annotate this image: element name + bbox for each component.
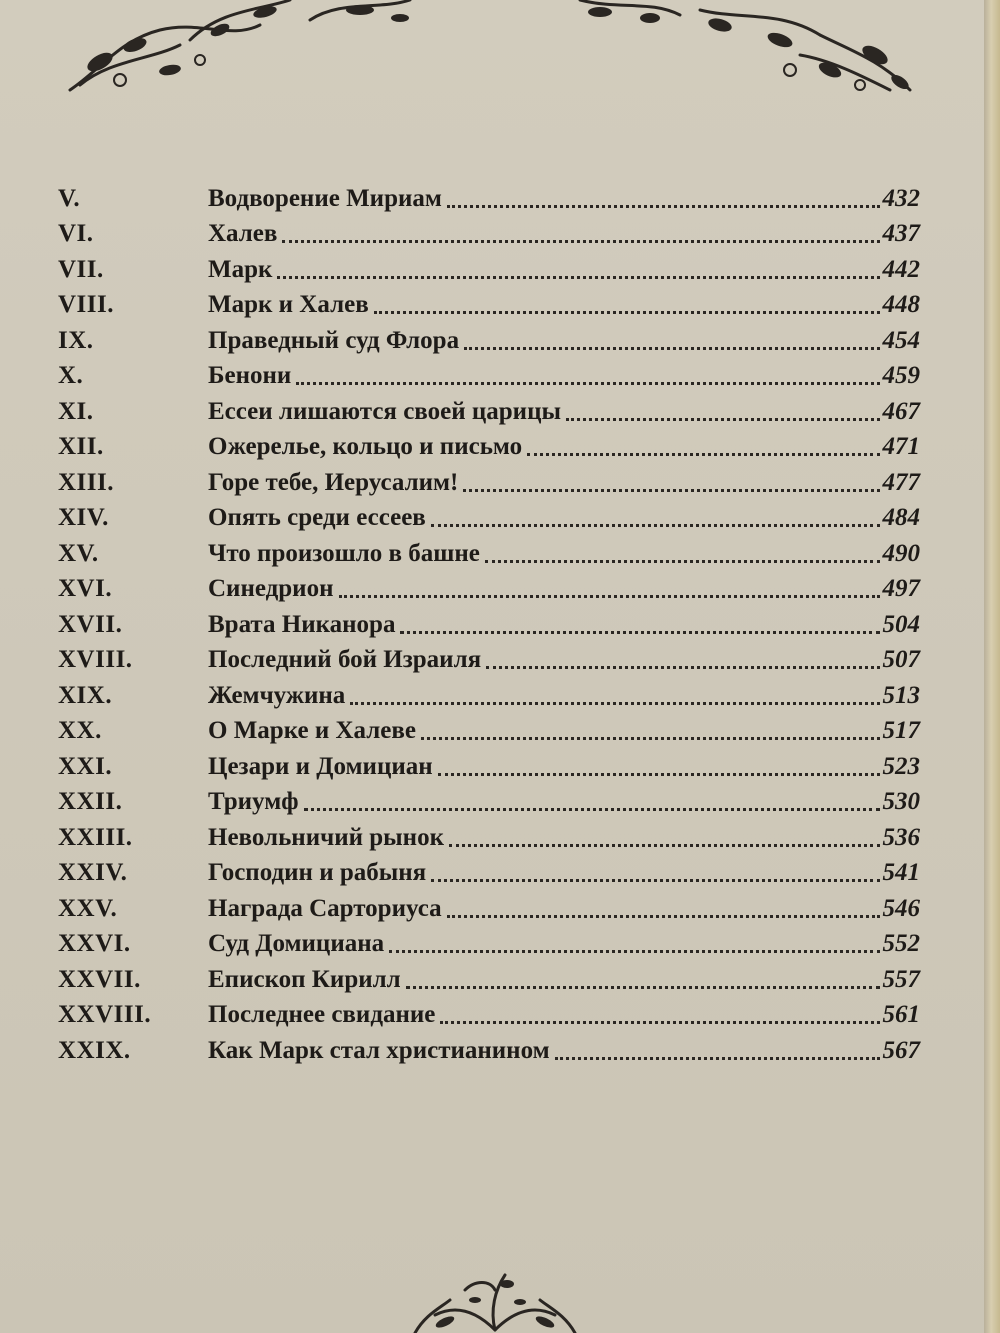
- toc-entry: [58, 604, 920, 640]
- chapter-number: XI.: [58, 397, 94, 425]
- chapter-number: XIII.: [58, 468, 114, 496]
- dot-leader: [339, 595, 880, 598]
- chapter-number: XVIII.: [58, 646, 133, 673]
- page-number: 552: [882, 930, 920, 957]
- dot-leader: [421, 737, 880, 740]
- chapter-title: Опять среди ессеев: [208, 504, 426, 531]
- chapter-number: XXVIII.: [58, 1001, 152, 1028]
- chapter-number: XXVI.: [58, 930, 131, 957]
- toc-entry: [58, 356, 920, 392]
- dot-leader: [304, 808, 880, 811]
- page-number: 467: [882, 397, 920, 425]
- page-number: 490: [882, 539, 920, 567]
- toc-entry: [58, 888, 920, 924]
- chapter-title: Суд Домициана: [208, 930, 385, 957]
- page-number: 541: [882, 859, 920, 886]
- page-number: 497: [882, 575, 920, 602]
- chapter-title: Марк: [208, 255, 273, 283]
- dot-leader: [463, 489, 879, 492]
- dot-leader: [431, 524, 880, 527]
- chapter-title: Награда Сарториуса: [208, 894, 442, 922]
- toc-entry: [58, 285, 920, 321]
- toc-entry: [58, 427, 920, 463]
- dot-leader: [447, 915, 880, 918]
- chapter-title: Жемчужина: [208, 681, 346, 709]
- chapter-number: XXIV.: [58, 859, 128, 886]
- chapter-title: Ожерелье, кольцо и письмо: [208, 433, 523, 460]
- chapter-title: Последнее свидание: [208, 1001, 436, 1028]
- chapter-number: XIV.: [58, 504, 109, 531]
- page-number: 513: [882, 681, 920, 709]
- toc-entry: [58, 924, 920, 960]
- chapter-number: XXVII.: [58, 965, 141, 993]
- chapter-number: XVII.: [58, 610, 123, 638]
- chapter-title: Врата Никанора: [208, 610, 396, 638]
- page-number: 546: [882, 894, 920, 922]
- page-number: 484: [882, 504, 920, 531]
- dot-leader: [350, 702, 879, 705]
- page-number: 448: [882, 291, 920, 318]
- page-number: 567: [882, 1036, 920, 1064]
- dot-leader: [464, 347, 879, 350]
- page-number: 437: [882, 220, 920, 247]
- chapter-title: Марк и Халев: [208, 291, 369, 318]
- dot-leader: [296, 382, 879, 385]
- chapter-number: XXIII.: [58, 823, 133, 851]
- dot-leader: [566, 418, 879, 421]
- dot-leader: [389, 950, 879, 953]
- page-number: 504: [882, 610, 920, 638]
- chapter-title: О Марке и Халеве: [208, 717, 416, 744]
- dot-leader: [374, 311, 880, 314]
- chapter-number: XXV.: [58, 894, 118, 922]
- toc-entry: [58, 995, 920, 1031]
- toc-entry: [58, 782, 920, 818]
- chapter-title: Последний бой Израиля: [208, 646, 482, 673]
- chapter-title: Господин и рабыня: [208, 859, 427, 886]
- page-number: 536: [882, 823, 920, 851]
- table-of-contents: [58, 178, 920, 1066]
- page-number: 454: [882, 326, 920, 354]
- chapter-title: Как Марк стал христианином: [208, 1036, 550, 1064]
- page-edge: [984, 0, 1000, 1333]
- chapter-number: XXII.: [58, 788, 123, 815]
- chapter-title: Что произошло в башне: [208, 539, 480, 567]
- chapter-number: X.: [58, 362, 84, 389]
- page-number: 477: [882, 468, 920, 496]
- floral-vignette-icon: [395, 1270, 595, 1333]
- dot-leader: [431, 879, 879, 882]
- chapter-title: Невольничий рынок: [208, 823, 444, 851]
- chapter-title: Синедрион: [208, 575, 334, 602]
- chapter-title: Горе тебе, Иерусалим!: [208, 468, 459, 496]
- toc-entry: [58, 1030, 920, 1066]
- chapter-number: V.: [58, 184, 81, 212]
- page-number: 459: [882, 362, 920, 389]
- chapter-title: Бенони: [208, 362, 292, 389]
- toc-entry: [58, 675, 920, 711]
- page-number: 507: [882, 646, 920, 673]
- toc-entry: [58, 853, 920, 889]
- dot-leader: [282, 240, 879, 243]
- page-number: 523: [882, 752, 920, 780]
- chapter-number: XXI.: [58, 752, 113, 780]
- toc-entry: [58, 320, 920, 356]
- page-number: 557: [882, 965, 920, 993]
- page-number: 432: [882, 184, 920, 212]
- floral-border-icon: [60, 0, 920, 95]
- toc-entry: [58, 746, 920, 782]
- chapter-title: Цезари и Домициан: [208, 752, 433, 780]
- dot-leader: [485, 560, 880, 563]
- chapter-number: VII.: [58, 255, 104, 283]
- dot-leader: [438, 773, 880, 776]
- toc-entry: [58, 959, 920, 995]
- chapter-number: VI.: [58, 220, 94, 247]
- chapter-title: Водворение Мириам: [208, 184, 442, 212]
- dot-leader: [406, 986, 880, 989]
- dot-leader: [555, 1057, 880, 1060]
- chapter-title: Халев: [208, 220, 278, 247]
- toc-entry: [58, 569, 920, 605]
- toc-entry: [58, 249, 920, 285]
- chapter-title: Праведный суд Флора: [208, 326, 460, 354]
- toc-entry: [58, 391, 920, 427]
- toc-entry: [58, 462, 920, 498]
- chapter-number: XXIX.: [58, 1036, 131, 1064]
- chapter-title: Триумф: [208, 788, 299, 815]
- dot-leader: [486, 666, 879, 669]
- toc-entry: [58, 817, 920, 853]
- chapter-number: XVI.: [58, 575, 113, 602]
- dot-leader: [447, 205, 880, 208]
- page-number: 561: [882, 1001, 920, 1028]
- toc-entry: [58, 533, 920, 569]
- chapter-number: XIX.: [58, 681, 113, 709]
- chapter-title: Ессеи лишаются своей царицы: [208, 397, 562, 425]
- page-number: 530: [882, 788, 920, 815]
- chapter-number: XV.: [58, 539, 99, 567]
- page-number: 471: [882, 433, 920, 460]
- chapter-title: Епископ Кирилл: [208, 965, 401, 993]
- dot-leader: [400, 631, 879, 634]
- page-number: 442: [882, 255, 920, 283]
- toc-entry: [58, 640, 920, 676]
- dot-leader: [449, 844, 880, 847]
- dot-leader: [277, 276, 879, 279]
- toc-entry: [58, 711, 920, 747]
- chapter-number: XII.: [58, 433, 104, 460]
- chapter-number: XX.: [58, 717, 102, 744]
- chapter-number: VIII.: [58, 291, 114, 318]
- toc-entry: [58, 498, 920, 534]
- toc-entry: [58, 178, 920, 214]
- dot-leader: [440, 1021, 879, 1024]
- page-number: 517: [882, 717, 920, 744]
- dot-leader: [527, 453, 879, 456]
- chapter-number: IX.: [58, 326, 94, 354]
- toc-entry: [58, 214, 920, 250]
